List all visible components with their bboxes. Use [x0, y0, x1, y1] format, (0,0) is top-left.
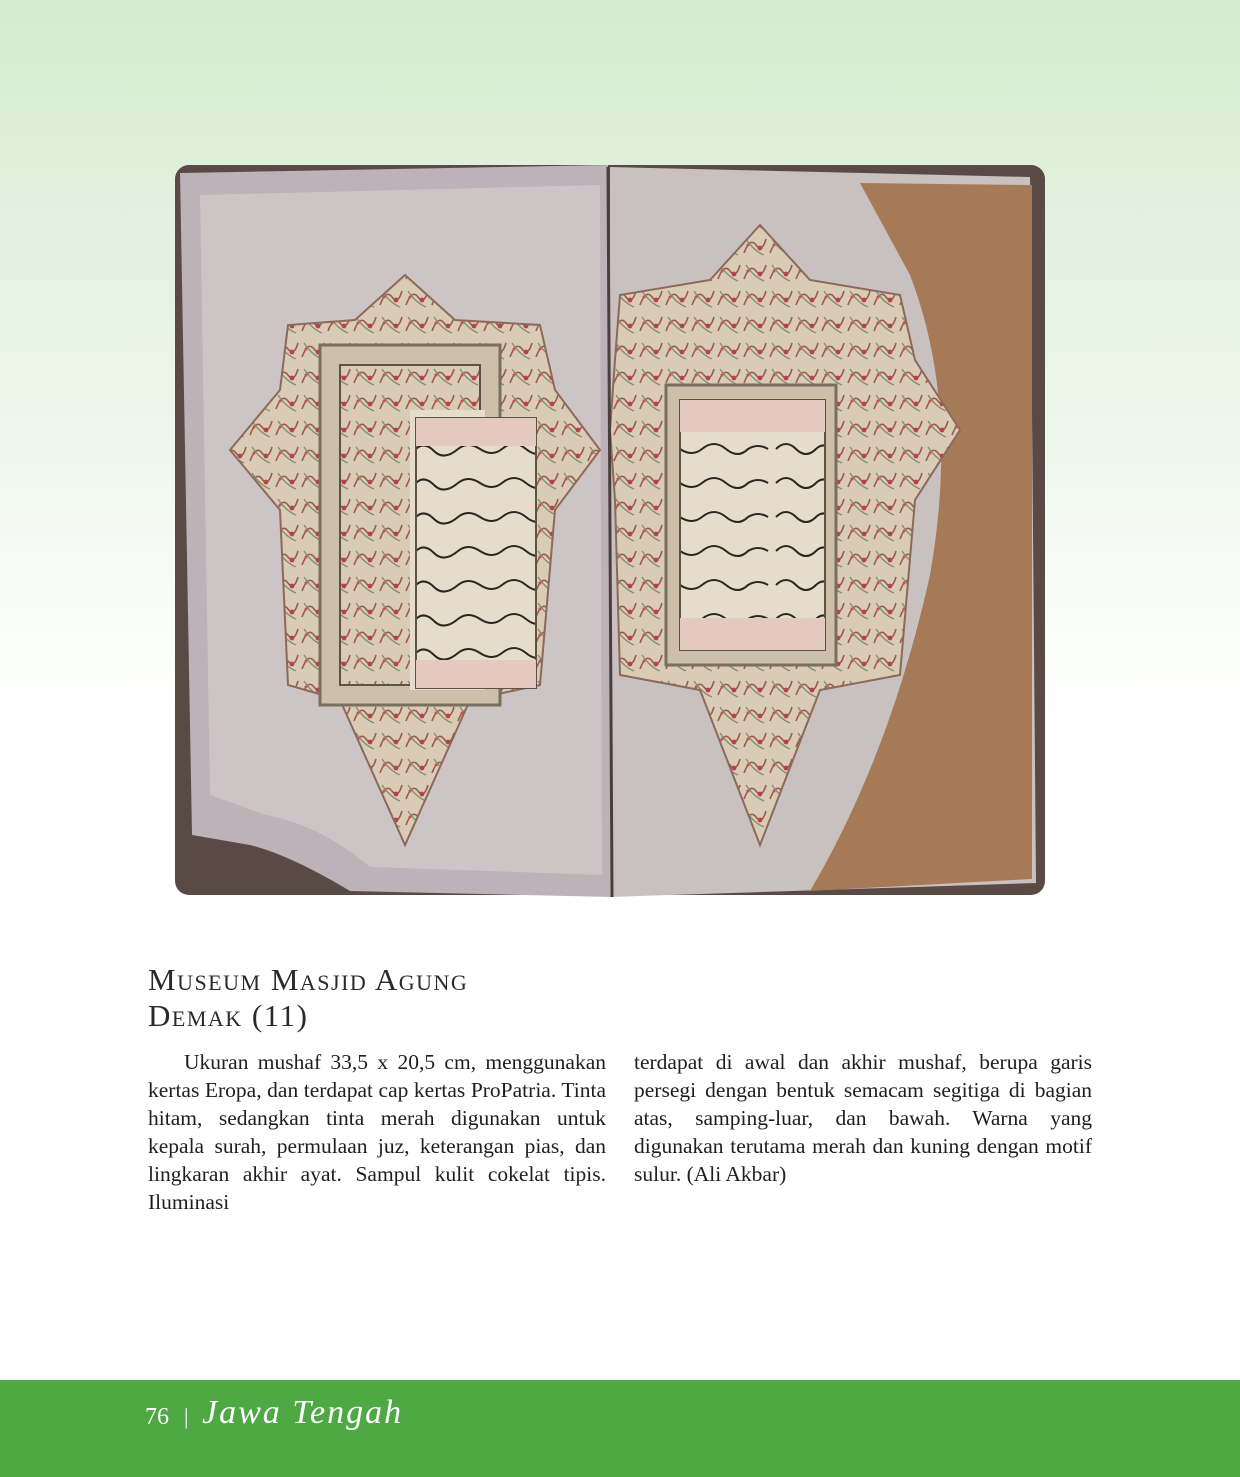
page-footer [0, 1380, 1240, 1477]
manuscript-photo [170, 155, 1050, 915]
region-name: Jawa Tengah [202, 1394, 404, 1431]
body-text-right-column: terdapat di awal dan akhir mushaf, berupa garis persegi dengan bentuk semacam segitiga di bagian atas, samping-luar, dan bawah. Warna yang digunakan terutama merah dan kuning dengan motif sulur. (Ali Akbar) [634, 1050, 1092, 1186]
page-number: 76 [145, 1404, 169, 1430]
footer-separator: | [184, 1404, 189, 1429]
body-text-left-column: Ukuran mushaf 33,5 x 20,5 cm, menggunakan kertas Eropa, dan terdapat cap kertas ProPatria. Tinta hitam, sedangkan tinta merah digunakan untuk kepala surah, permulaan juz, keterangan pias, dan lingkaran akhir ayat. Sampul kulit cokelat tipis. Iluminasi [148, 1050, 606, 1214]
title-line-1: Museum Masjid Agung [148, 962, 469, 997]
title-line-2: Demak (11) [148, 998, 309, 1033]
article-title [148, 962, 648, 1034]
